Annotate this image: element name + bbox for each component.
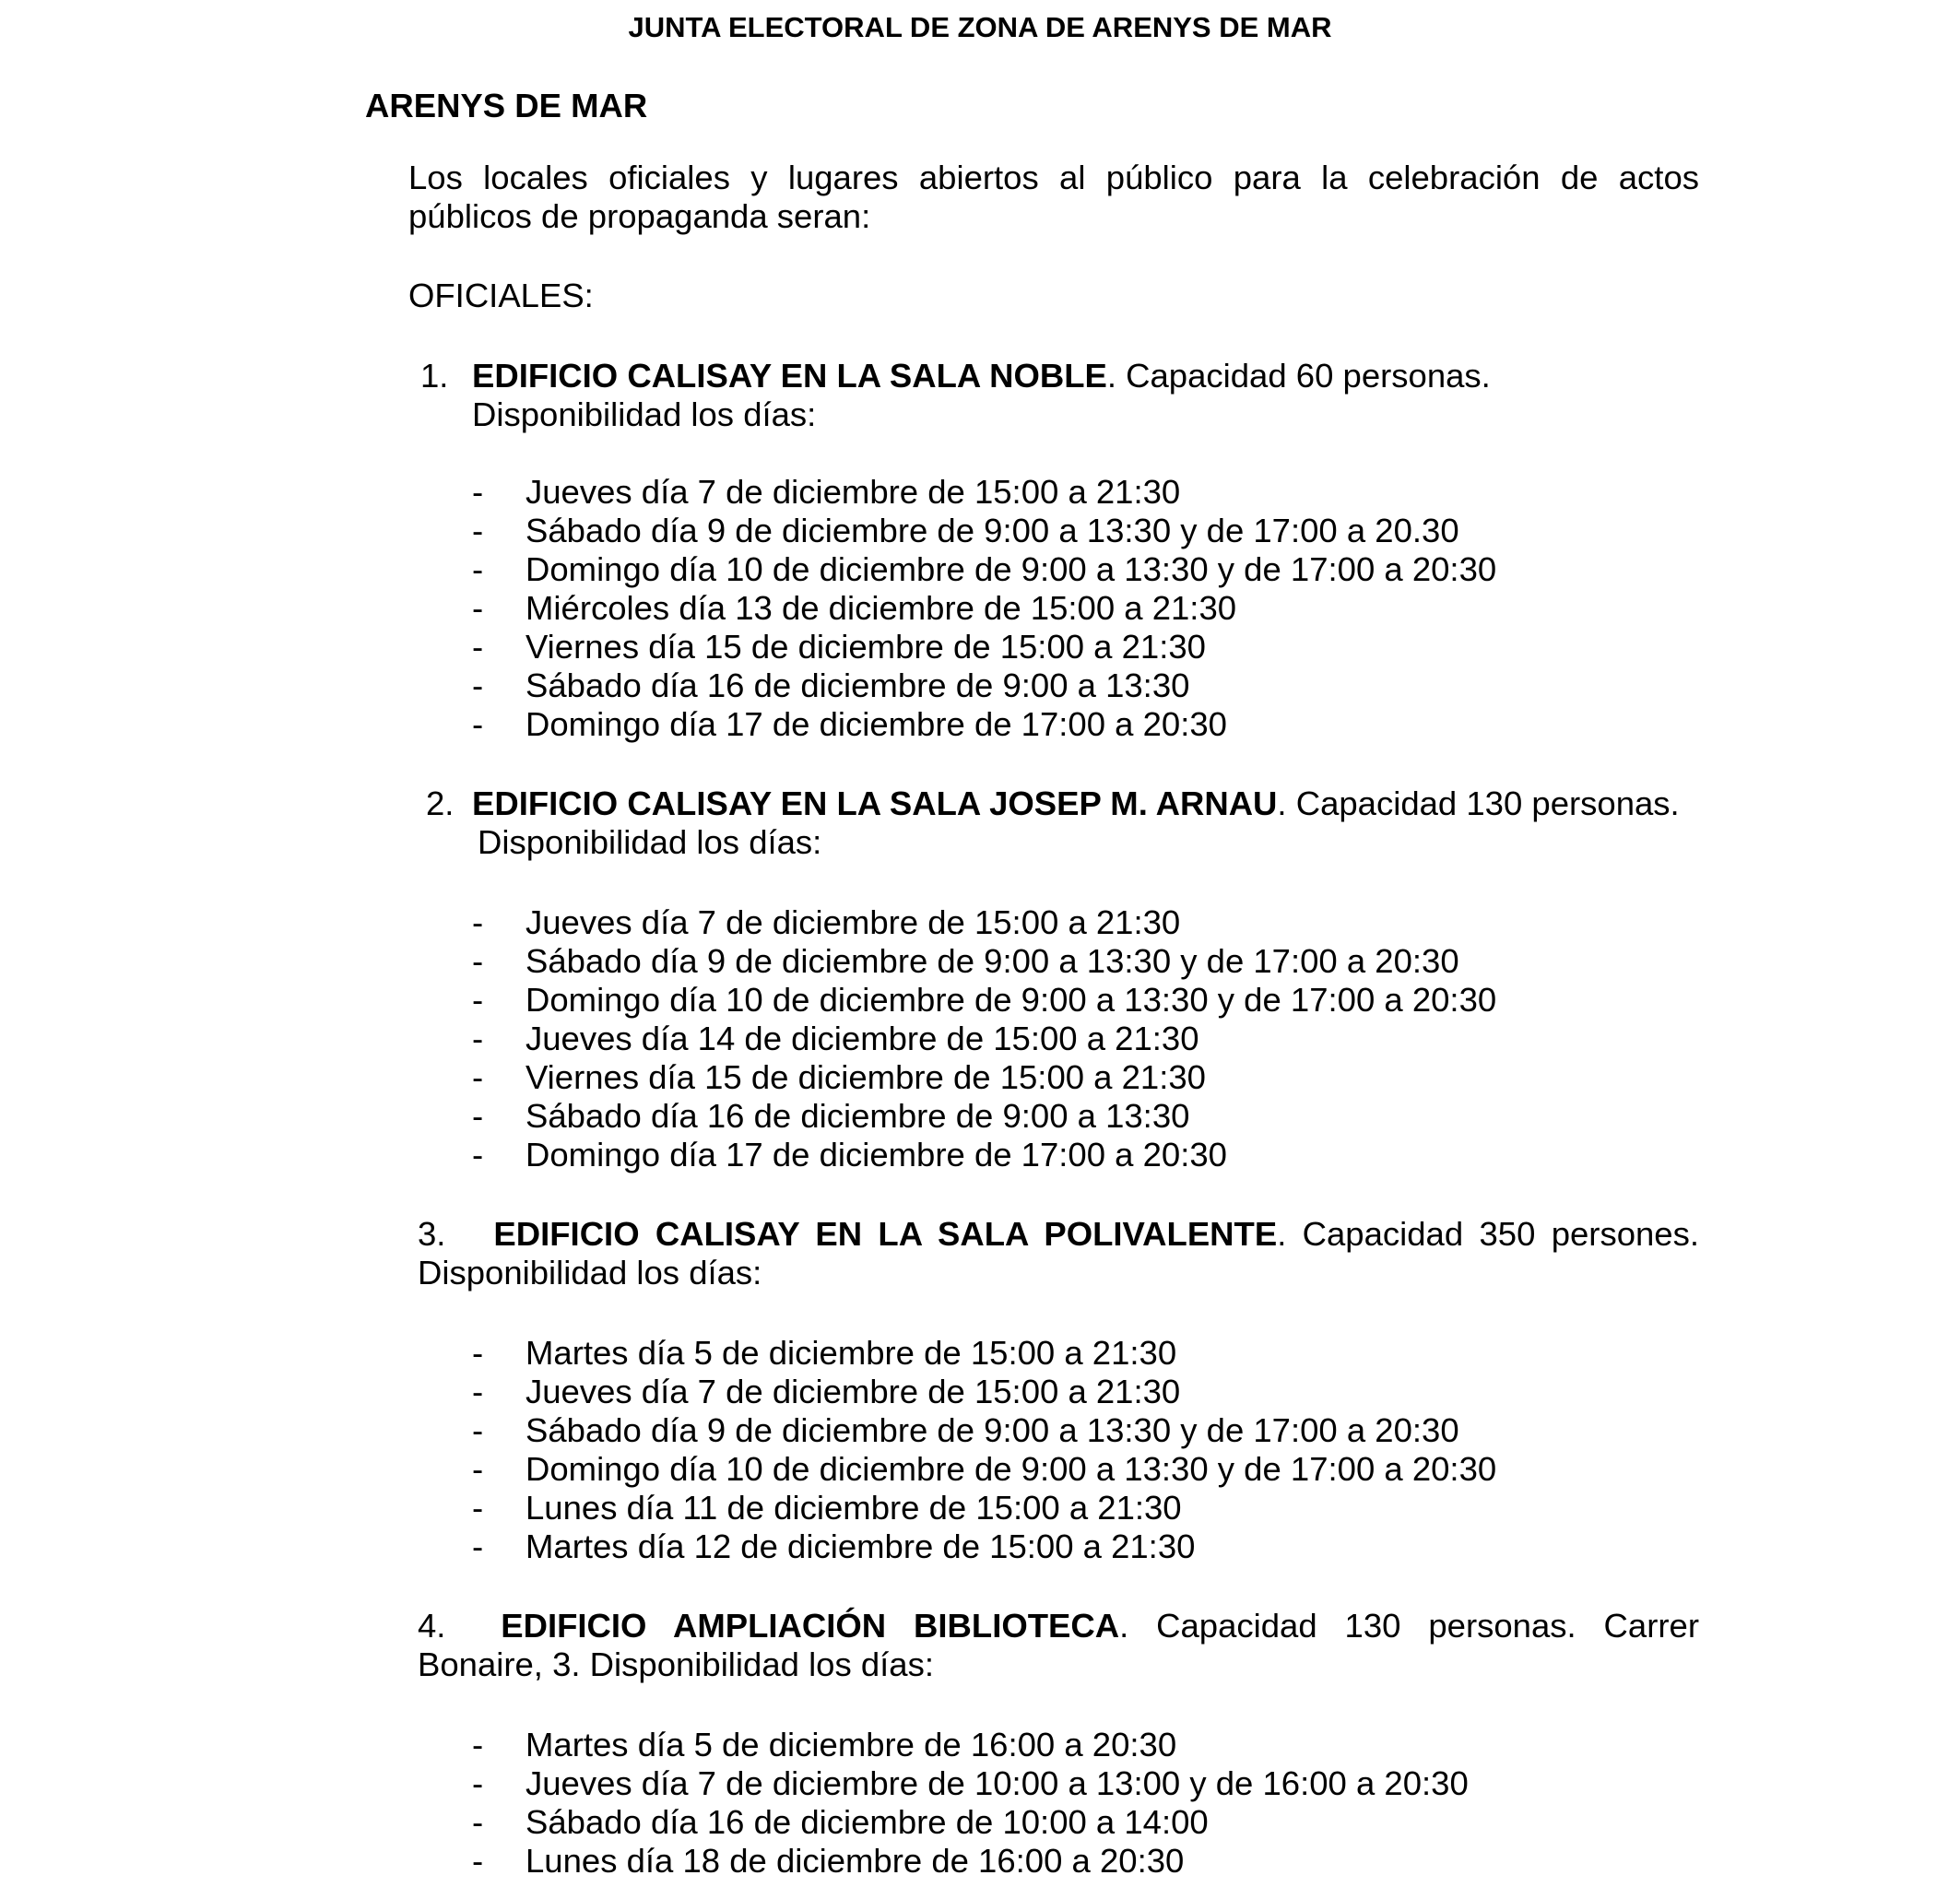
list-bullet: -	[472, 1334, 484, 1372]
venue-heading	[472, 784, 1680, 823]
list-bullet: -	[472, 1058, 484, 1096]
list-item: Domingo día 17 de diciembre de 17:00 a 20:30	[525, 705, 1227, 743]
list-bullet: -	[472, 981, 484, 1019]
list-bullet: -	[472, 1097, 484, 1135]
venue-availability: Disponibilidad los días:	[478, 823, 822, 861]
venue-details: . Capacidad 350 persones.	[1277, 1215, 1699, 1253]
list-item: Jueves día 7 de diciembre de 15:00 a 21:30	[525, 473, 1181, 511]
list-bullet: -	[472, 1527, 484, 1565]
venue-details: . Capacidad 60 personas.	[1106, 357, 1491, 395]
list-item: Sábado día 9 de diciembre de 9:00 a 13:30 y de 17:00 a 20:30	[525, 942, 1459, 980]
list-bullet: -	[472, 1764, 484, 1802]
list-item: Sábado día 16 de diciembre de 9:00 a 13:30	[525, 1097, 1190, 1135]
venue-heading	[418, 1215, 1699, 1254]
list-bullet: -	[472, 1842, 484, 1880]
venue-name: EDIFICIO AMPLIACIÓN BIBLIOTECA	[501, 1607, 1120, 1645]
list-bullet: -	[472, 705, 484, 743]
list-item: Domingo día 10 de diciembre de 9:00 a 13:30 y de 17:00 a 20:30	[525, 1450, 1497, 1488]
list-bullet: -	[472, 589, 484, 627]
venue-number: 3.	[418, 1215, 446, 1253]
list-item: Martes día 12 de diciembre de 15:00 a 21:30	[525, 1527, 1196, 1565]
list-bullet: -	[472, 1020, 484, 1057]
list-bullet: -	[472, 942, 484, 980]
list-bullet: -	[472, 666, 484, 704]
list-bullet: -	[472, 512, 484, 549]
list-item: Martes día 5 de diciembre de 16:00 a 20:30	[525, 1726, 1177, 1763]
list-item: Domingo día 17 de diciembre de 17:00 a 20:30	[525, 1136, 1227, 1173]
list-item: Jueves día 7 de diciembre de 15:00 a 21:30	[525, 1373, 1181, 1410]
list-item: Viernes día 15 de diciembre de 15:00 a 21:30	[525, 628, 1206, 666]
oficiales-label: OFICIALES:	[408, 277, 594, 314]
list-item: Lunes día 18 de diciembre de 16:00 a 20:30	[525, 1842, 1185, 1880]
list-item: Jueves día 14 de diciembre de 15:00 a 21:30	[525, 1020, 1199, 1057]
document-title: JUNTA ELECTORAL DE ZONA DE ARENYS DE MAR	[628, 11, 1332, 43]
venue-details: . Capacidad 130 personas.	[1277, 784, 1680, 822]
list-bullet: -	[472, 1411, 484, 1449]
list-bullet: -	[472, 1489, 484, 1527]
list-bullet: -	[472, 903, 484, 941]
list-bullet: -	[472, 1450, 484, 1488]
list-bullet: -	[472, 1726, 484, 1763]
list-item: Domingo día 10 de diciembre de 9:00 a 13:30 y de 17:00 a 20:30	[525, 981, 1497, 1019]
venue-availability: Disponibilidad los días:	[472, 395, 817, 433]
list-bullet: -	[472, 550, 484, 588]
list-item: Jueves día 7 de diciembre de 15:00 a 21:30	[525, 903, 1181, 941]
list-item: Sábado día 9 de diciembre de 9:00 a 13:30 y de 17:00 a 20:30	[525, 1411, 1459, 1449]
list-bullet: -	[472, 1803, 484, 1841]
list-bullet: -	[472, 1373, 484, 1410]
venue-availability: Disponibilidad los días:	[418, 1254, 762, 1291]
venue-name: EDIFICIO CALISAY EN LA SALA JOSEP M. ARNAU	[472, 784, 1278, 822]
venue-heading	[418, 1607, 1699, 1645]
list-bullet: -	[472, 628, 484, 666]
list-item: Domingo día 10 de diciembre de 9:00 a 13:30 y de 17:00 a 20:30	[525, 550, 1497, 588]
list-item: Miércoles día 13 de diciembre de 15:00 a 21:30	[525, 589, 1237, 627]
intro-line-1: Los locales oficiales y lugares abiertos al público para la celebración de actos	[408, 159, 1699, 196]
list-bullet: -	[472, 1136, 484, 1173]
list-item: Sábado día 16 de diciembre de 10:00 a 14:00	[525, 1803, 1209, 1841]
venue-availability: Bonaire, 3. Disponibilidad los días:	[418, 1645, 934, 1683]
town-heading: ARENYS DE MAR	[365, 87, 648, 124]
list-bullet: -	[472, 473, 484, 511]
list-item: Lunes día 11 de diciembre de 15:00 a 21:30	[525, 1489, 1182, 1527]
venue-name: EDIFICIO CALISAY EN LA SALA POLIVALENTE	[493, 1215, 1278, 1253]
venue-name: EDIFICIO CALISAY EN LA SALA NOBLE	[472, 357, 1107, 395]
intro-line-2: públicos de propaganda seran:	[408, 197, 871, 235]
list-item: Jueves día 7 de diciembre de 10:00 a 13:00 y de 16:00 a 20:30	[525, 1764, 1469, 1802]
list-item: Sábado día 9 de diciembre de 9:00 a 13:30 y de 17:00 a 20.30	[525, 512, 1459, 549]
venue-number: 1.	[420, 357, 449, 395]
list-item: Sábado día 16 de diciembre de 9:00 a 13:30	[525, 666, 1190, 704]
list-item: Viernes día 15 de diciembre de 15:00 a 21:30	[525, 1058, 1206, 1096]
venue-details: . Capacidad 130 personas. Carrer	[1119, 1607, 1699, 1645]
venue-number: 4.	[418, 1607, 446, 1645]
venue-number: 2.	[426, 784, 455, 822]
venue-heading	[472, 357, 1491, 395]
list-item: Martes día 5 de diciembre de 15:00 a 21:30	[525, 1334, 1177, 1372]
